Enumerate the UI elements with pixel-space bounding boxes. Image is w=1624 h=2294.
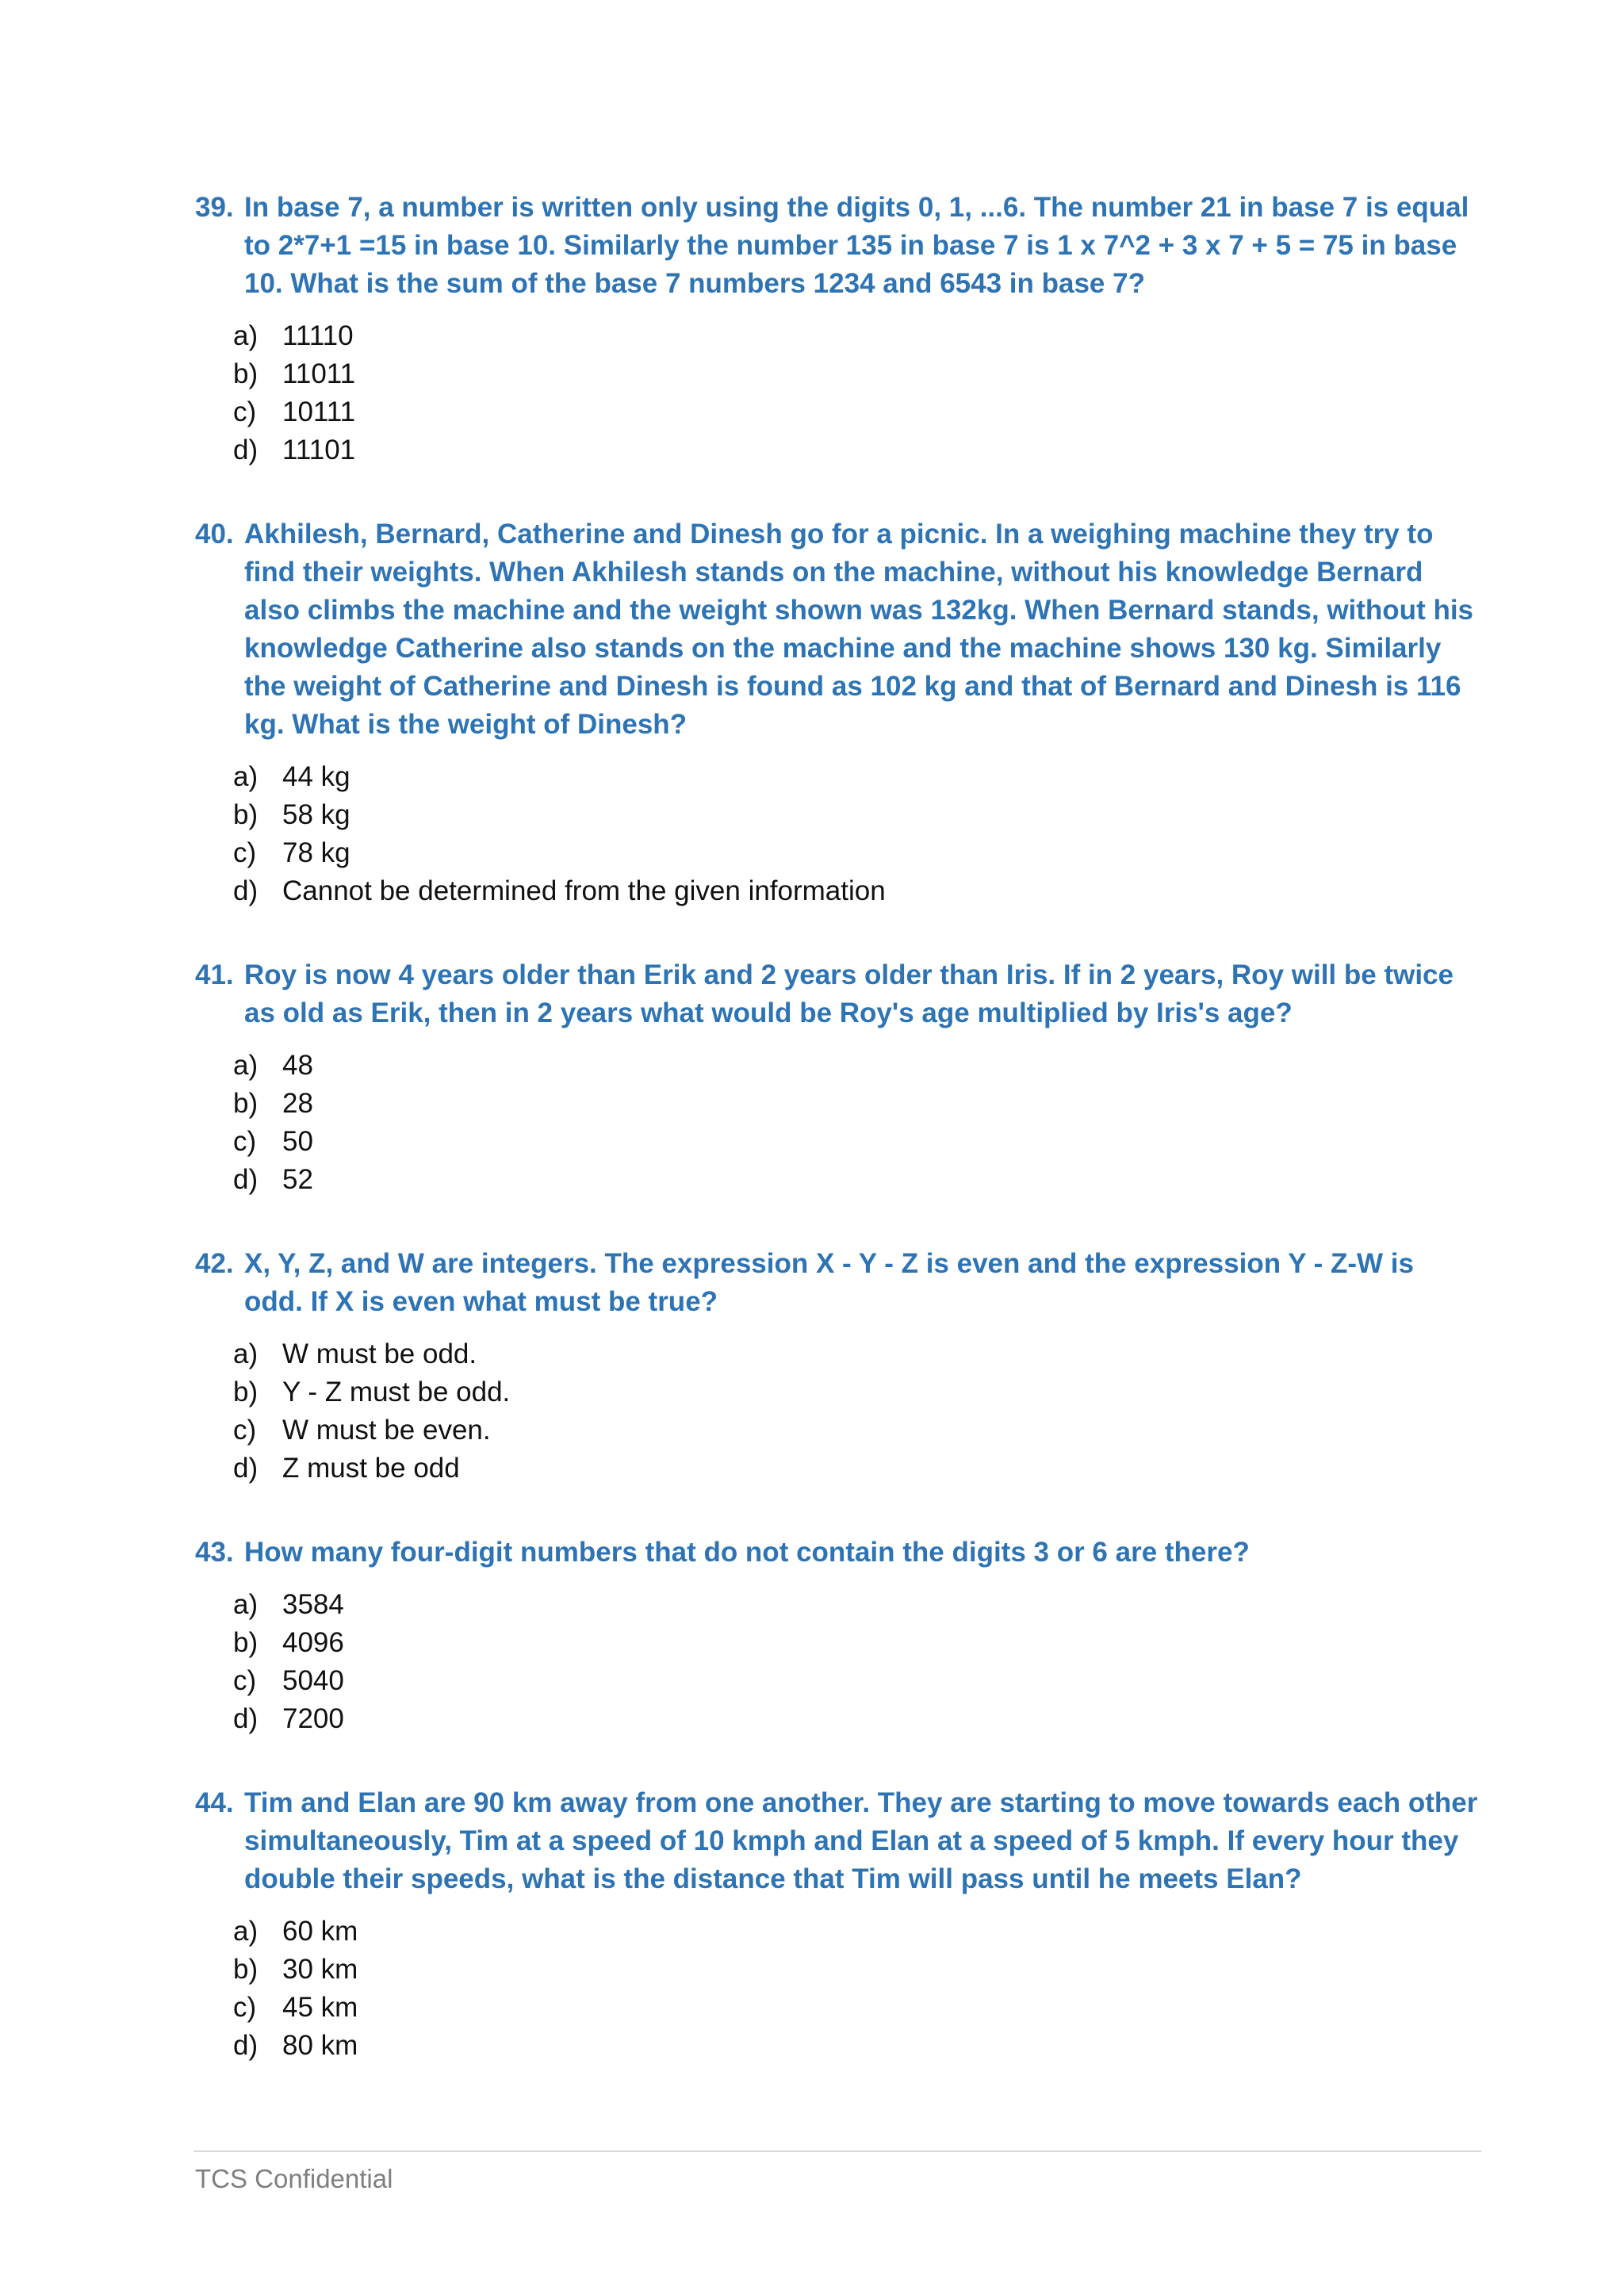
option-b [233,1624,1480,1662]
question-body: Roy is now 4 years older than Erik and 2 years older than Iris. If in 2 years, Roy will be twice as old as Erik, then in 2 years what would be Roy's age multiplied by Iris's age? [244,959,1454,1028]
question-text [195,1784,1480,1898]
question-number: 44. [195,1787,234,1818]
option-a [233,317,1480,355]
question-number: 42. [195,1248,234,1279]
option-text: 11011 [282,358,356,389]
question-text [195,956,1480,1032]
option-text: 28 [282,1088,313,1119]
option-text: 10111 [282,396,356,427]
option-letter: c) [233,1415,257,1446]
option-c [233,1411,1480,1450]
option-text: W must be odd. [282,1338,477,1369]
option-letter: c) [233,396,257,427]
footer-confidential-label: TCS Confidential [195,2164,393,2193]
option-a [233,1335,1480,1373]
option-d [233,1700,1480,1738]
option-list [195,1586,1480,1738]
option-d [233,2027,1480,2065]
option-c [233,1662,1480,1700]
option-letter: d) [233,875,259,906]
option-c [233,834,1480,872]
question-list [195,189,1480,2111]
option-letter: d) [233,1453,259,1484]
option-list [195,1047,1480,1199]
question-text [195,1534,1480,1572]
option-list [195,317,1480,469]
option-text: 80 km [282,2030,358,2061]
option-b [233,1373,1480,1411]
footer-divider [193,2150,1481,2152]
option-d [233,872,1480,910]
option-a [233,758,1480,796]
option-text: 52 [282,1164,313,1195]
option-text: 45 km [282,1992,358,2023]
question-body: Akhilesh, Bernard, Catherine and Dinesh go for a picnic. In a weighing machine they try to find their weights. When Akhilesh stands on the machine, without his knowledge Bernard also climbs the machine and the weight shown was 132kg. When Bernard stands, without his knowledge Catherine also stands on the machine and the machine shows 130 kg. Similarly the weight of Catherine and Dinesh is found as 102 kg and that of Bernard and Dinesh is 116 kg. What is the weight of Dinesh? [244,519,1474,740]
question-number: 41. [195,959,234,990]
option-letter: b) [233,1088,259,1119]
option-text: 11110 [282,320,354,351]
option-list [195,1913,1480,2065]
option-letter: b) [233,1954,259,1985]
option-b [233,1951,1480,1989]
option-text: W must be even. [282,1415,491,1446]
question-42 [195,1245,1480,1488]
option-text: 44 kg [282,761,350,792]
question-text [195,515,1480,744]
option-text: 11101 [282,435,356,465]
question-number: 40. [195,519,234,550]
question-39 [195,189,1480,469]
option-letter: a) [233,1338,259,1369]
question-text [195,189,1480,303]
option-text: 58 kg [282,799,350,830]
option-text: 78 kg [282,837,350,868]
option-text: Z must be odd [282,1453,460,1484]
option-text: 5040 [282,1665,344,1696]
question-body: How many four-digit numbers that do not contain the digits 3 or 6 are there? [244,1537,1250,1568]
option-d [233,431,1480,469]
option-c [233,1989,1480,2027]
option-letter: d) [233,435,259,465]
option-text: 30 km [282,1954,358,1985]
option-text: Y - Z must be odd. [282,1377,511,1407]
question-number: 39. [195,192,234,223]
option-letter: a) [233,1589,259,1620]
option-a [233,1913,1480,1951]
option-letter: a) [233,1916,259,1947]
option-d [233,1450,1480,1488]
option-text: 60 km [282,1916,358,1947]
option-letter: b) [233,358,259,389]
option-text: 48 [282,1050,313,1081]
option-list [195,1335,1480,1488]
option-letter: d) [233,2030,259,2061]
option-text: 3584 [282,1589,344,1620]
option-letter: d) [233,1703,259,1734]
option-b [233,1085,1480,1123]
option-a [233,1586,1480,1624]
option-text: 4096 [282,1627,344,1658]
option-d [233,1161,1480,1199]
question-number: 43. [195,1537,234,1568]
question-text [195,1245,1480,1321]
option-letter: c) [233,837,257,868]
option-c [233,393,1480,431]
question-body: In base 7, a number is written only using the digits 0, 1, ...6. The number 21 in base 7 is equal to 2*7+1 =15 in base 10. Similarly the number 135 in base 7 is 1 x 7^2 + 3 x 7 + 5 = 75 in base 10. What is the sum of the base 7 numbers 1234 and 6543 in base 7? [244,192,1469,299]
option-letter: a) [233,761,259,792]
option-letter: a) [233,320,259,351]
option-text: Cannot be determined from the given information [282,875,886,906]
option-list [195,758,1480,910]
option-letter: b) [233,799,259,830]
option-letter: b) [233,1627,259,1658]
question-44 [195,1784,1480,2065]
question-body: X, Y, Z, and W are integers. The expression X - Y - Z is even and the expression Y - Z-W is odd. If X is even what must be true? [244,1248,1414,1317]
question-41 [195,956,1480,1199]
option-letter: b) [233,1377,259,1407]
option-b [233,355,1480,393]
question-43 [195,1534,1480,1738]
option-text: 7200 [282,1703,344,1734]
option-b [233,796,1480,834]
option-letter: c) [233,1665,257,1696]
option-letter: c) [233,1126,257,1157]
option-letter: d) [233,1164,259,1195]
question-40 [195,515,1480,910]
option-letter: c) [233,1992,257,2023]
question-body: Tim and Elan are 90 km away from one another. They are starting to move towards each other simultaneously, Tim at a speed of 10 kmph and Elan at a speed of 5 kmph. If every hour they double their speeds, what is the distance that Tim will pass until he meets Elan? [244,1787,1478,1894]
option-text: 50 [282,1126,313,1157]
option-c [233,1123,1480,1161]
option-letter: a) [233,1050,259,1081]
option-a [233,1047,1480,1085]
